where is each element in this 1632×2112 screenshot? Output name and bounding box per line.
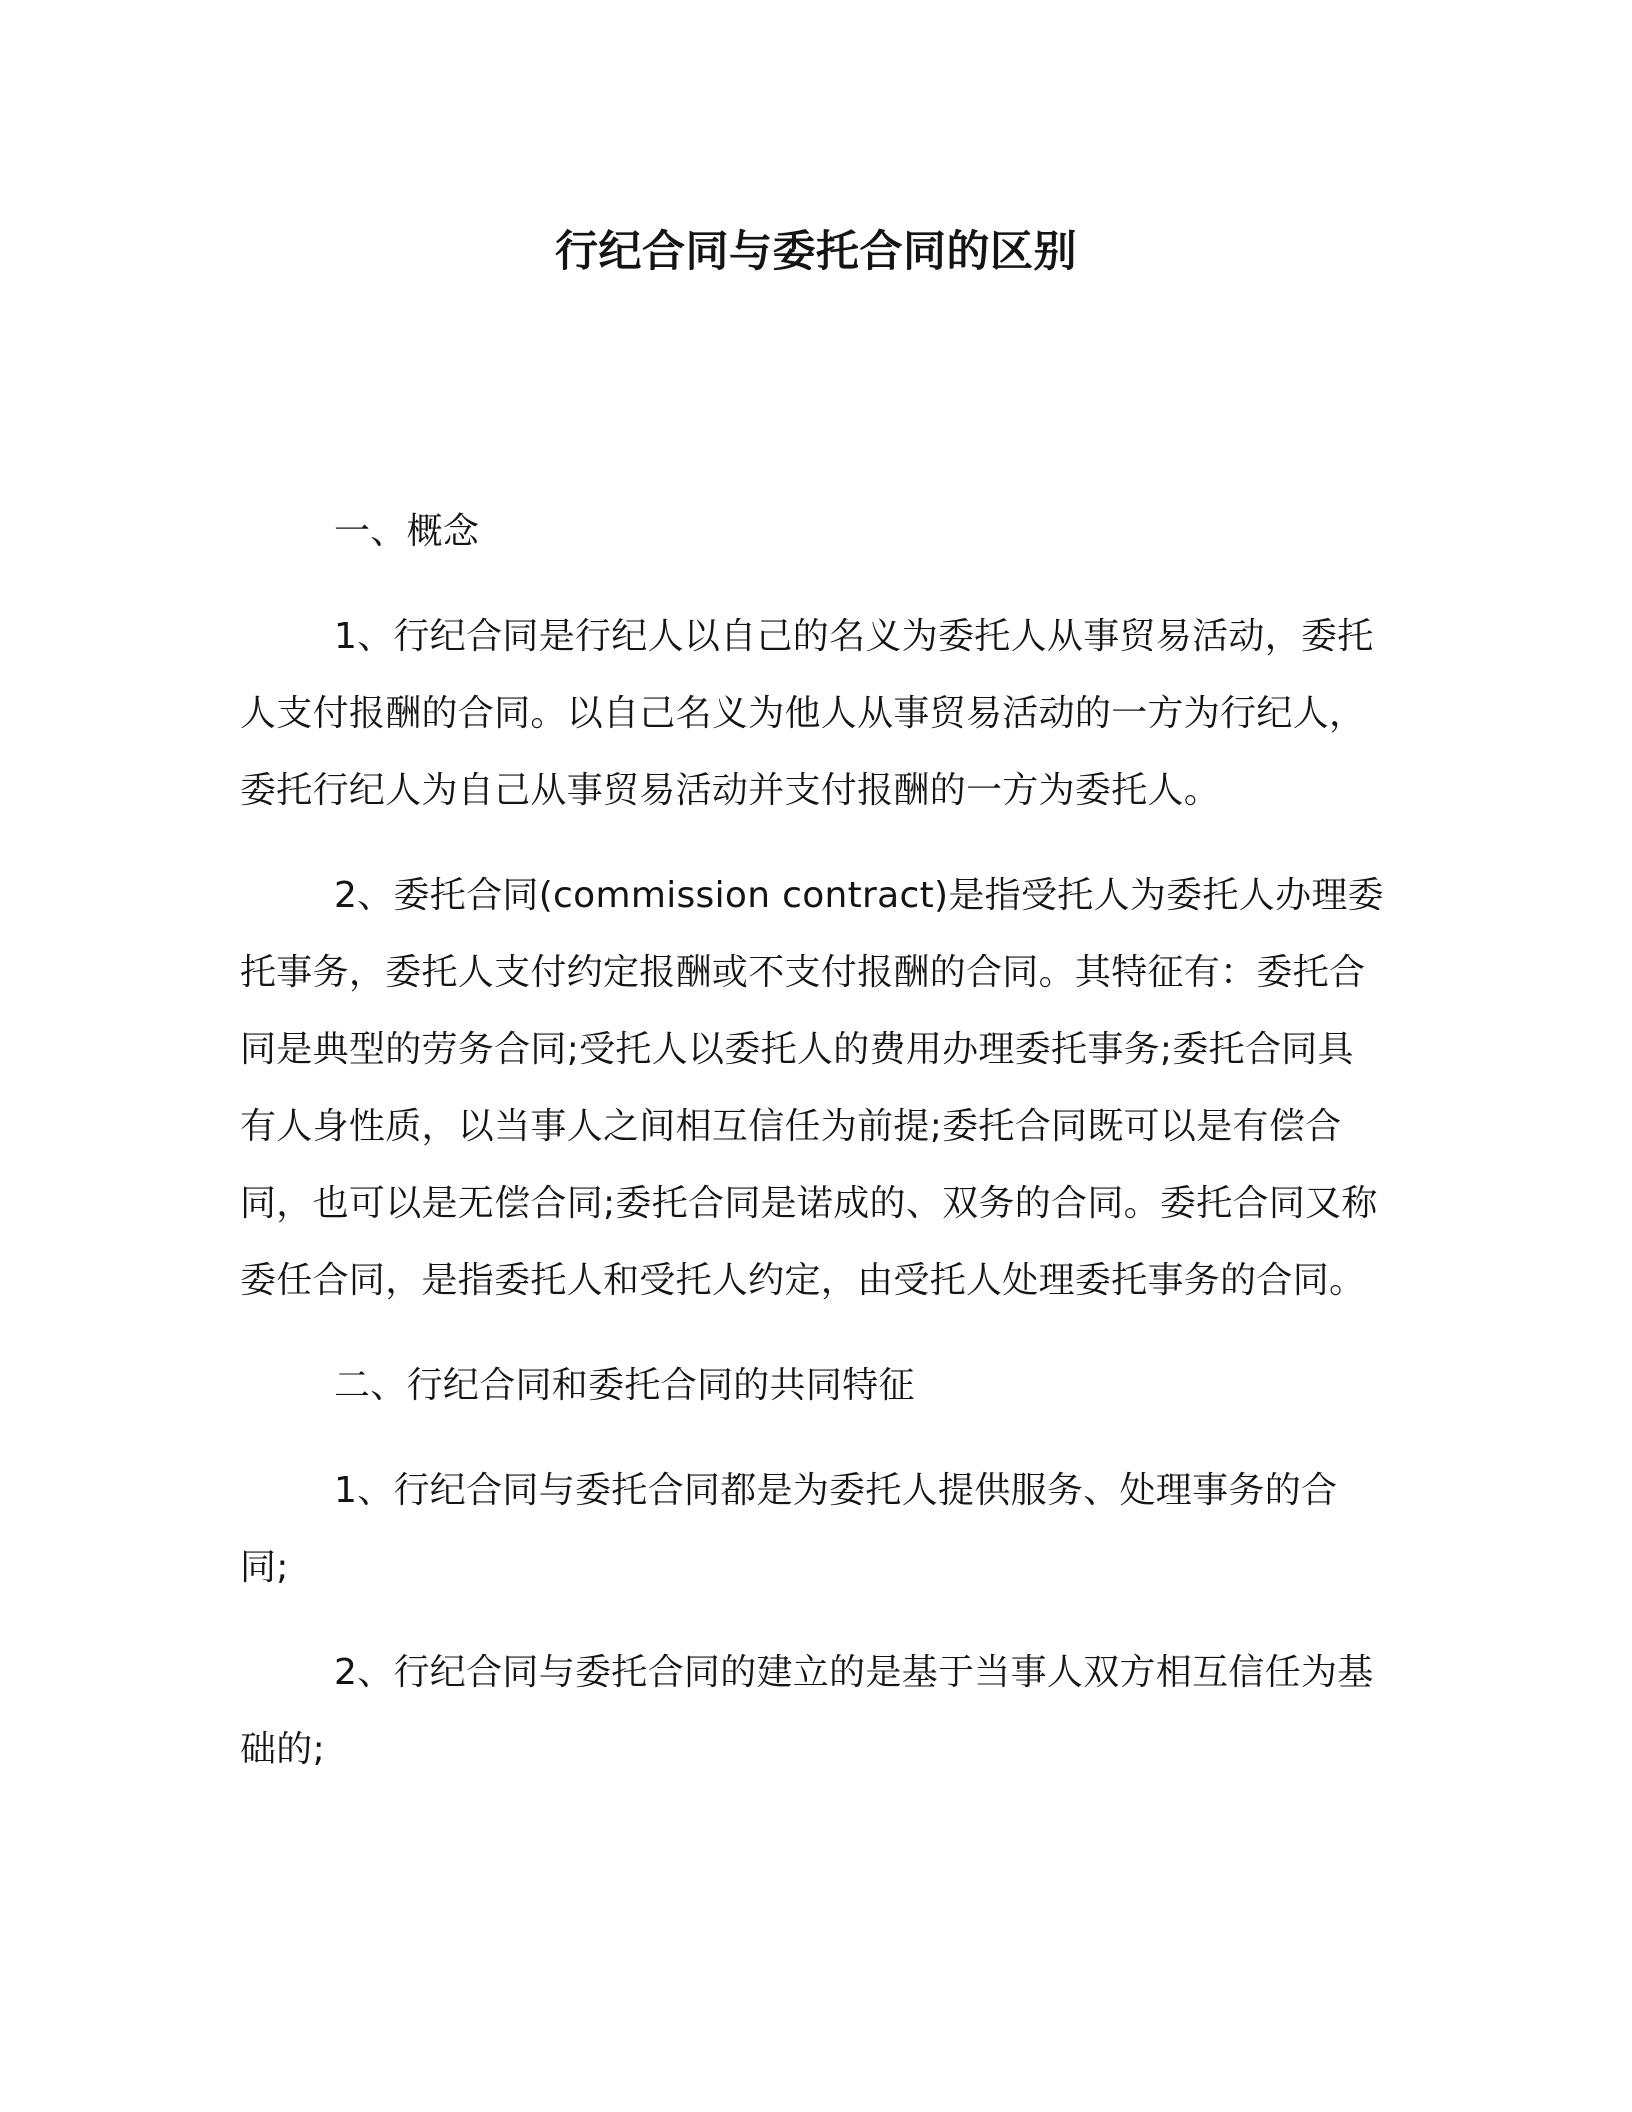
paragraph-brokerage-contract-definition: 1、行纪合同是行纪人以自己的名义为委托人从事贸易活动，委托人支付报酬的合同。以自己名义为他人从事贸易活动的一方为行纪人，委托行纪人为自己从事贸易活动并支付报酬的一方为委托人。 (240, 616, 1374, 811)
paragraph-common-feature-1: 1、行纪合同与委托合同都是为委托人提供服务、处理事务的合同; (240, 1470, 1338, 1588)
document-title: 行纪合同与委托合同的区别 (555, 227, 1077, 277)
section-heading-concept: 一、概念 (334, 511, 480, 552)
paragraph-common-feature-2: 2、行纪合同与委托合同的建立的是基于当事人双方相互信任为基础的; (240, 1652, 1374, 1770)
section-heading-common-features: 二、行纪合同和委托合同的共同特征 (334, 1365, 915, 1406)
document-body (240, 493, 1384, 1816)
paragraph-commission-contract-definition: 2、委托合同(commission contract)是指受托人为委托人办理委托事务，委托人支付约定报酬或不支付报酬的合同。其特征有：委托合同是典型的劳务合同;受托人以委托人的费用办理委托事务;委托合同具有人身性质，以当事人之间相互信任为前提;委托合同既可以是有偿合同，也可以是无偿合同;委托合同是诺成的、双务的合同。委托合同又称委任合同，是指委托人和受托人约定，由受托人处理委托事务的合同。 (240, 875, 1384, 1301)
